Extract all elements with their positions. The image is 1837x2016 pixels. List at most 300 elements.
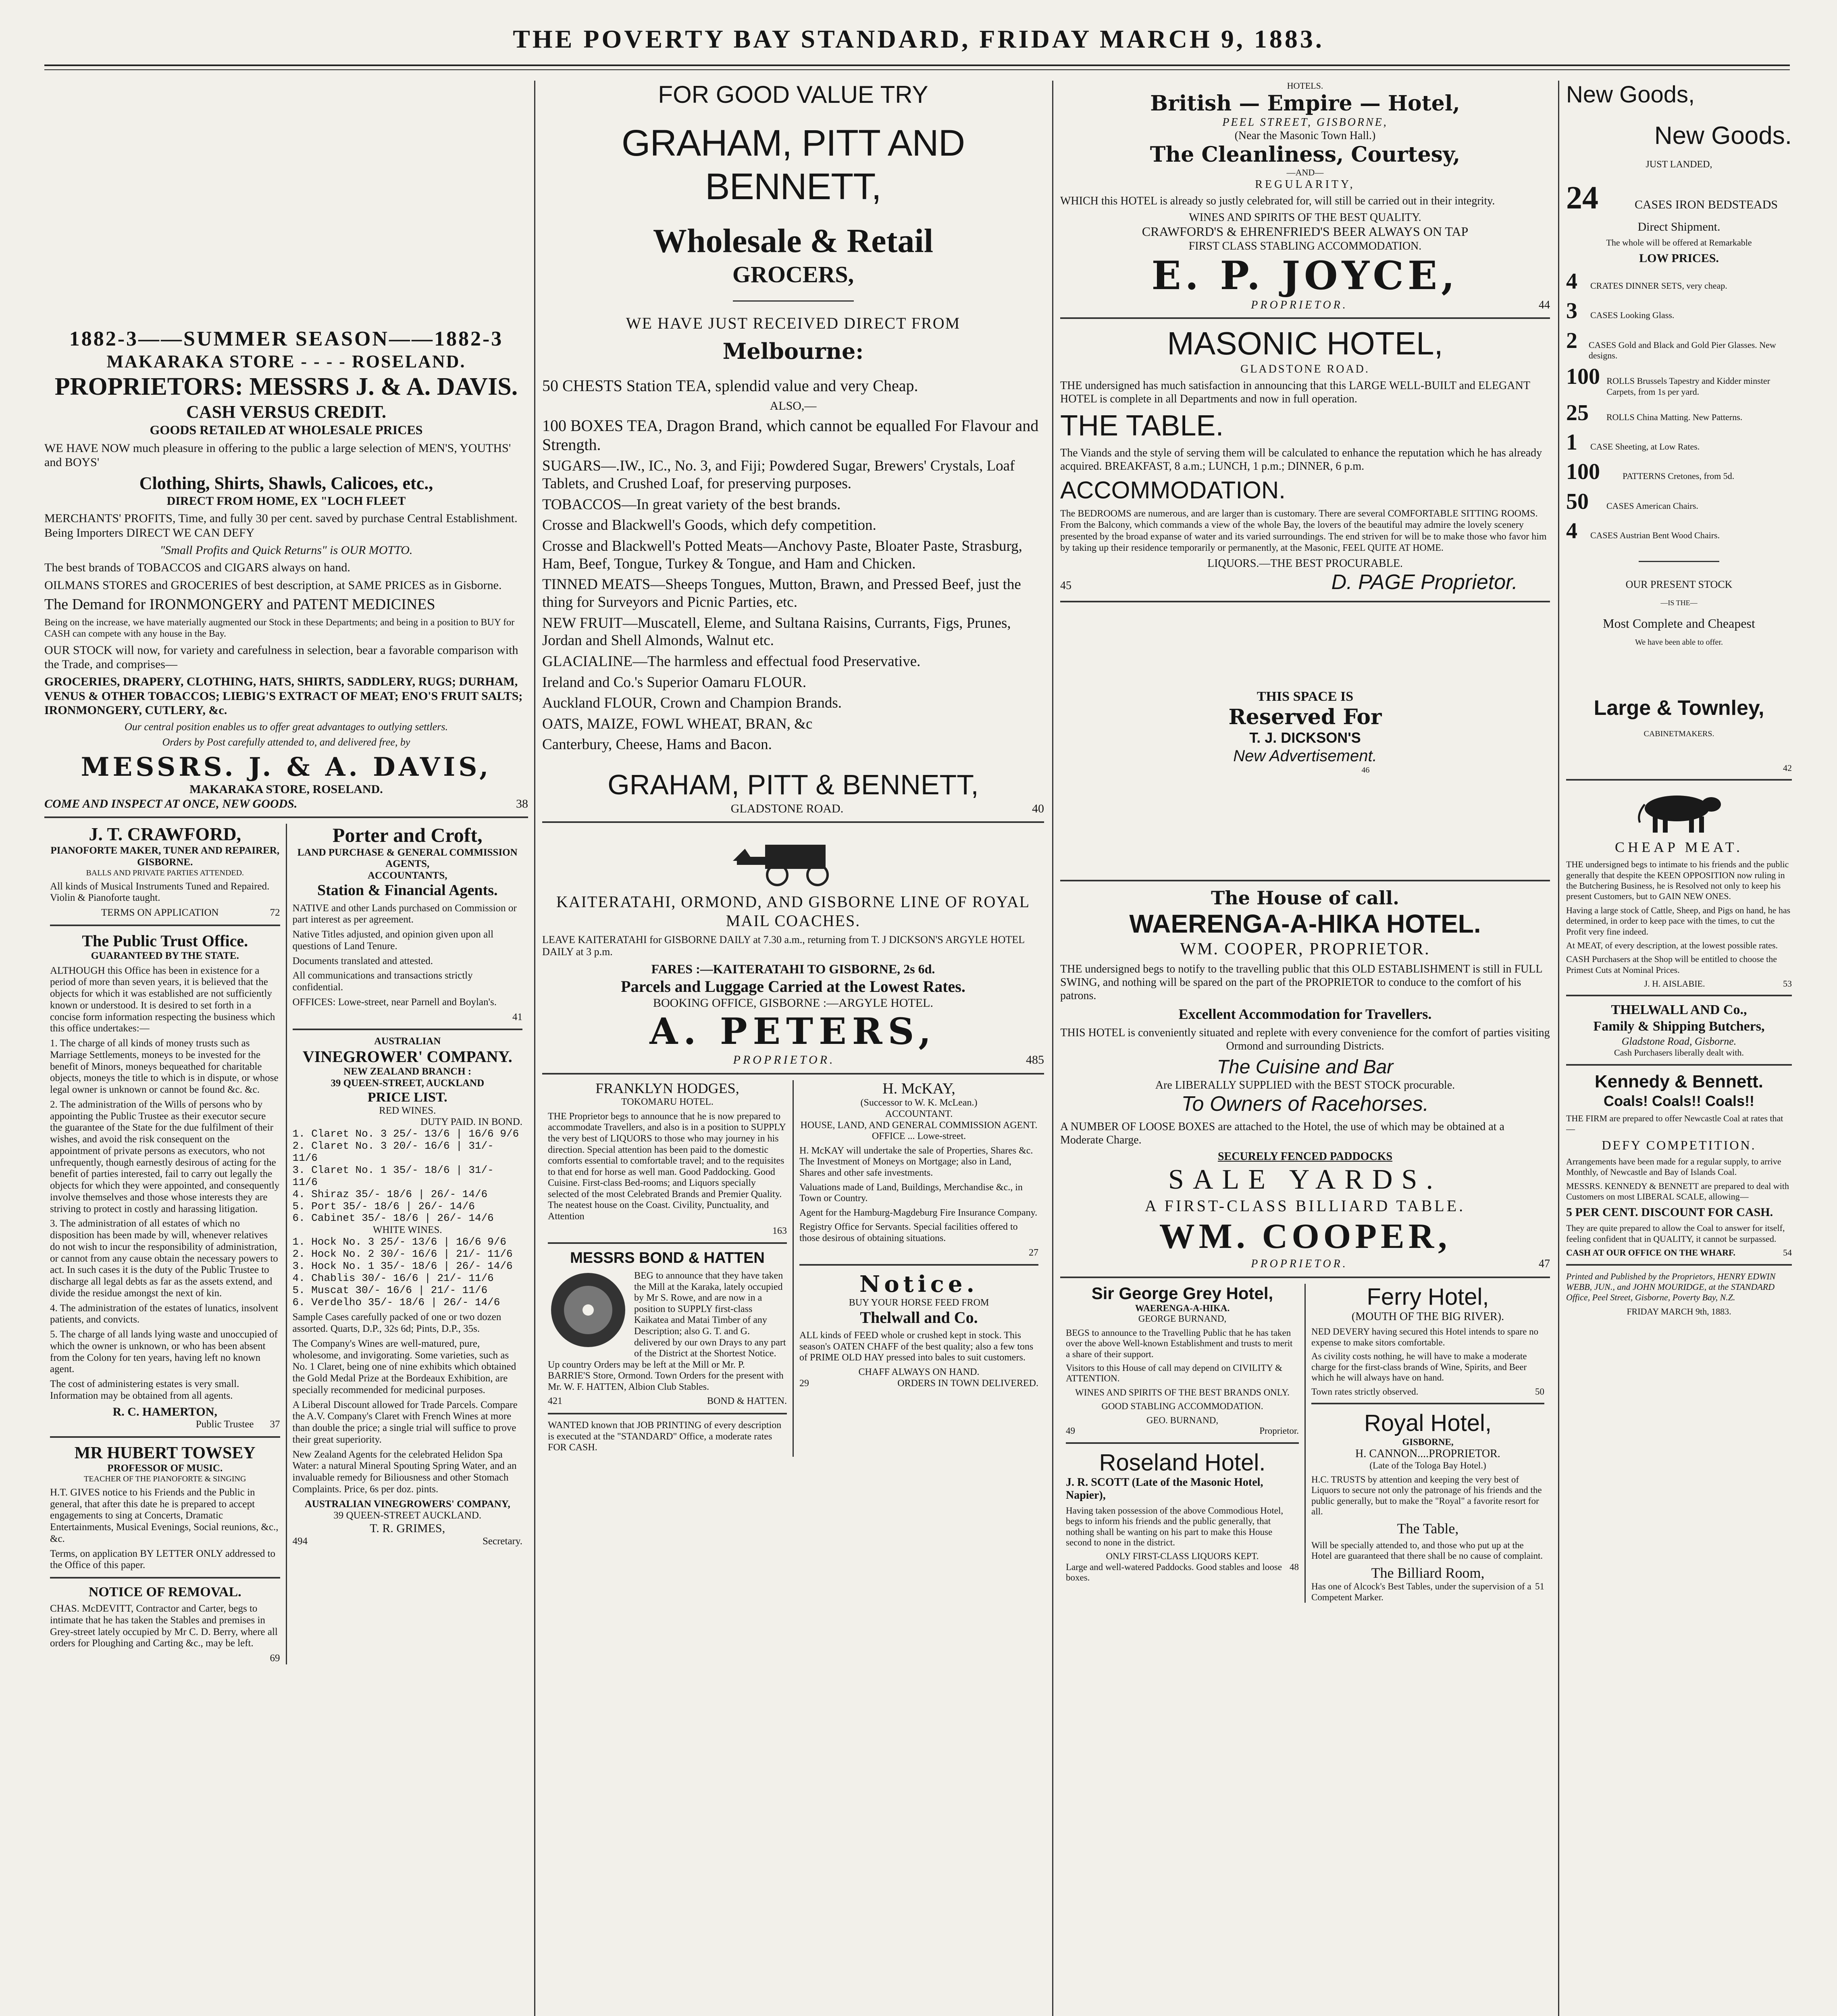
new-goods-line: —IS THE— xyxy=(1660,599,1698,607)
graham-melbourne: Melbourne: xyxy=(722,338,864,364)
porter-text: Native Titles adjusted, and opinion given upon all questions of Land Tenure. xyxy=(292,929,494,952)
goods-quantity: 4 xyxy=(1566,518,1577,544)
divider xyxy=(1060,317,1550,319)
royal-text: Has one of Alcock's Best Tables, under the supervision of a Competent Marker. xyxy=(1311,1581,1531,1602)
kennedy-defy: DEFY COMPETITION. xyxy=(1602,1138,1756,1153)
royal-sub: GISBORNE, xyxy=(1402,1437,1454,1447)
column-divider xyxy=(1558,81,1559,2016)
wine-row: 4. Shiraz 35/- 18/6 | 26/- 14/6 xyxy=(292,1188,488,1200)
trust-sub: GUARANTEED BY THE STATE. xyxy=(91,950,239,961)
coach-signature-sub: PROPRIETOR. xyxy=(733,1053,835,1067)
roseland-text: Large and well-watered Paddocks. Good stables and loose boxes. xyxy=(1066,1562,1282,1583)
grey-text: GOOD STABLING ACCOMMODATION. xyxy=(1101,1401,1263,1412)
mckay-text: Valuations made of Land, Buildings, Merchandise &c., in Town or Country. xyxy=(799,1182,1023,1204)
royal-text: Will be specially attended to, and those who put up at the Hotel are guaranteed that there shall be no cause of complaint. xyxy=(1311,1540,1543,1561)
davis-come: COME AND INSPECT AT ONCE, NEW GOODS. xyxy=(44,797,297,810)
davis-season: 1882-3——SUMMER SEASON——1882-3 xyxy=(69,327,503,350)
ad-number: 421 xyxy=(548,1396,562,1407)
waerenga-sub: WM. COOPER, PROPRIETOR. xyxy=(1180,939,1430,958)
ad-number: 72 xyxy=(270,907,280,918)
goods-item xyxy=(1566,268,1792,295)
wine-line: NEW ZEALAND BRANCH : xyxy=(343,1066,472,1077)
crawford-name: J. T. CRAWFORD, xyxy=(89,824,241,845)
grey-name: Sir George Grey Hotel, xyxy=(1091,1283,1273,1303)
royal-billiard: The Billiard Room, xyxy=(1371,1564,1485,1581)
hatten-text: BEG to announce that they have taken the Mill at the Karaka, lately occupied by Mr S. Rowe, and are now in a position to SUPPLY first-class Kaikatea and Matai Timber of any Description; also G. T. and G. delivered by our own Drays to any part of the District at the Shortest Notice. Up country Orders may be left at the Mill or Mr. P. BARRIE'S Store, Ormond. Town Orders for the present with Mr. W. F. HATTEN, Albion Club Stables. xyxy=(548,1270,786,1392)
goods-quantity: 100 xyxy=(1566,459,1600,485)
goods-item xyxy=(1566,488,1792,515)
goods-quantity: 24 xyxy=(1566,180,1598,216)
empire-signature: E. P. JOYCE, xyxy=(1151,252,1459,298)
grey-text: BEGS to announce to the Travelling Public that he has taken over the above Well-known Establishment and trusts to merit a share of their support. xyxy=(1066,1327,1293,1359)
subcolumn-c xyxy=(542,1080,793,1457)
wine-signature: Secretary. xyxy=(482,1535,522,1547)
davis-text: Our central position enables us to offer great advantages to outlying settlers. xyxy=(124,721,448,733)
meat-text: At MEAT, of every description, at the lowest possible rates. xyxy=(1566,940,1778,950)
ferry-name: Ferry Hotel, xyxy=(1367,1283,1489,1310)
dickson-line: THIS SPACE IS xyxy=(1257,689,1354,704)
wine-row: 1. Claret No. 3 25/- 13/6 | 16/6 9/6 xyxy=(292,1128,519,1140)
graham-item: Crosse and Blackwell's Goods, which defy competition. xyxy=(542,517,876,534)
coach-signature: A. PETERS, xyxy=(649,1010,937,1053)
grey-text: WINES AND SPIRITS OF THE BEST BRANDS ONLY. xyxy=(1075,1387,1290,1397)
ad-number: 47 xyxy=(1539,1258,1550,1270)
ad-number: 51 xyxy=(1535,1581,1544,1592)
column-hotels xyxy=(1060,81,1550,2016)
ad-number: 29 xyxy=(799,1378,809,1389)
davis-text: OUR STOCK will now, for variety and carefulness in selection, bear a favorable comparison with the Trade, and comprises— xyxy=(44,643,518,671)
wine-signature: AUSTRALIAN VINEGROWERS' COMPANY, xyxy=(304,1498,510,1510)
waerenga-text: Excellent Accommodation for Travellers. xyxy=(1178,1006,1432,1023)
trust-text: 1. The charge of all kinds of money trusts such as Marriage Settlements, moneys to be invested for the benefit of Minors, moneys bequeathed for charitable objects, moneys the title to which is in dispute, or whose legal owner is unknown or cannot be found &c. &c. xyxy=(50,1038,279,1095)
graham-item: TINNED MEATS—Sheeps Tongues, Mutton, Brawn, and Pressed Beef, just the thing for Surveyors and Picnic Parties, etc. xyxy=(542,576,1021,610)
meat-text: THE undersigned begs to intimate to his friends and the public generally that despite the KEEN OPPOSITION now ruling in the Butchering Business, he is Resolved not only to keep his present Customers, but to GAIN NEW ONES. xyxy=(1566,859,1789,902)
notice-line: BUY YOUR HORSE FEED FROM xyxy=(849,1297,989,1308)
thelwall-line: Cash Purchasers liberally dealt with. xyxy=(1614,1048,1744,1058)
removal-text: CHAS. McDEVITT, Contractor and Carter, begs to intimate that he has taken the Stables and premises in Grey-street lately occupied by Mr C. D. Berry, where all orders for Ploughing and Carting &c., may be left. xyxy=(50,1603,278,1649)
masonic-name: MASONIC HOTEL, xyxy=(1167,325,1443,361)
divider xyxy=(548,1413,787,1414)
hatten-name: MESSRS BOND & HATTEN xyxy=(570,1250,765,1267)
grey-text: Visitors to this House of call may depend on CIVILITY & ATTENTION. xyxy=(1066,1362,1282,1384)
graham-advert xyxy=(542,81,1044,816)
new-goods-line: We have been able to offer. xyxy=(1635,638,1723,647)
goods-quantity: 1 xyxy=(1566,430,1577,455)
kennedy-text: Arrangements have been made for a regular supply, to arrive Monthly, of Newcastle and Bay of Islands Coal. xyxy=(1566,1156,1781,1177)
goods-desc: CRATES DINNER SETS, very cheap. xyxy=(1590,281,1727,291)
crawford-line: All kinds of Musical Instruments Tuned and Repaired. Violin & Pianoforte taught. xyxy=(50,881,270,904)
waerenga-racehorses: To Owners of Racehorses. xyxy=(1181,1092,1429,1116)
trust-text: 2. The administration of the Wills of persons who by appointing the Public Trustee as their executor secure the guarantee of the State for the due fulfilment of their wishes, and avoid the risk consequent on the appointment of private persons as executors, who not unfrequently, though earnestly desirous of acting for the benefit of parties interested, fail to carry out legally the objects for which they were appointed, and consequently involve themselves and those whose interests they are striving to protect in costly and harassing litigation. xyxy=(50,1099,280,1214)
goods-desc: CASES Gold and Black and Gold Pier Glasses. New designs. xyxy=(1588,339,1776,360)
hotels-heading: HOTELS. xyxy=(1287,81,1323,91)
empire-name: British — Empire — Hotel, xyxy=(1150,91,1460,116)
imprint-text: Printed and Published by the Proprietors, HENRY EDWIN WEBB, JUN., and JOHN MOURIDGE, at the STANDARD Office, Peel Street, Gisborne, Poverty Bay, N.Z. xyxy=(1566,1271,1776,1303)
masthead-rule xyxy=(44,65,1790,66)
davis-signature-sub: MAKARAKA STORE, ROSELAND. xyxy=(189,783,383,796)
graham-item: 50 CHESTS Station TEA, splendid value and very Cheap. xyxy=(542,377,918,395)
masonic-text: LIQUORS.—THE BEST PROCURABLE. xyxy=(1207,557,1403,570)
printing-text: WANTED known that JOB PRINTING of every description is executed at the "STANDARD" Office, a moderate rates FOR CASH. xyxy=(548,1420,782,1453)
wine-row: 3. Hock No. 1 35/- 18/6 | 26/- 14/6 xyxy=(292,1260,513,1272)
notice-text: CHAFF ALWAYS ON HAND. xyxy=(858,1366,980,1377)
waerenga-text: Are LIBERALLY SUPPLIED with the BEST STOCK procurable. xyxy=(1155,1079,1455,1092)
empire-text: WHICH this HOTEL is already so justly celebrated for, will still be carried out in their integrity. xyxy=(1060,194,1495,207)
meat-title: CHEAP MEAT. xyxy=(1614,839,1743,855)
waerenga-text: THIS HOTEL is conveniently situated and replete with every convenience for the comfort of parties visiting Ormond and surrounding Districts. xyxy=(1060,1026,1550,1052)
porter-text: All communications and transactions strictly confidential. xyxy=(292,970,473,993)
davis-signature: MESSRS. J. & A. DAVIS, xyxy=(81,752,492,782)
ad-number: 38 xyxy=(516,797,528,810)
graham-signature: GRAHAM, PITT & BENNETT, xyxy=(607,769,979,801)
notice-title: Notice. xyxy=(859,1271,978,1298)
coach-fares: FARES :—KAITERATAHI TO GISBORNE, 2s 6d. xyxy=(651,961,935,976)
royal-sub: H. CANNON....PROPRIETOR. xyxy=(1355,1447,1500,1460)
divider xyxy=(799,1264,1038,1266)
divider xyxy=(1566,779,1792,781)
towsey-text: H.T. GIVES notice to his Friends and the Public in general, that after this date he is prepared to accept engagements to sing at Concerts, Dramatic Entertainments, Musical Evenings, Social reunions, &c., &c. xyxy=(50,1487,279,1544)
wine-row: 6. Verdelho 35/- 18/6 | 26/- 14/6 xyxy=(292,1296,500,1308)
new-goods-line: Most Complete and Cheapest xyxy=(1603,616,1755,631)
waerenga-cuisine: The Cuisine and Bar xyxy=(1217,1056,1394,1078)
trust-text: The cost of administering estates is very small. Information may be obtained from all agents. xyxy=(50,1379,239,1401)
imprint-date: FRIDAY MARCH 9th, 1883. xyxy=(1627,1306,1731,1316)
grey-signature-sub: Proprietor. xyxy=(1259,1426,1299,1436)
wine-row: 3. Claret No. 1 35/- 18/6 | 31/- 11/6 xyxy=(292,1164,494,1188)
wine-row: 1. Hock No. 3 25/- 13/6 | 16/6 9/6 xyxy=(292,1236,506,1248)
wine-row: 5. Muscat 30/- 16/6 | 21/- 11/6 xyxy=(292,1284,488,1296)
centre-subcolumns xyxy=(542,1080,1044,1457)
davis-goods: GOODS RETAILED AT WHOLESALE PRICES xyxy=(150,423,423,437)
ad-number: 45 xyxy=(1060,579,1071,592)
empire-line: REGULARITY, xyxy=(1255,178,1355,191)
wine-pricelist: PRICE LIST. xyxy=(367,1089,447,1105)
divider xyxy=(44,816,528,818)
grey-sub: GEORGE BURNAND, xyxy=(1138,1314,1227,1324)
masthead: THE POVERTY BAY STANDARD, FRIDAY MARCH 9, 1883. xyxy=(513,25,1324,53)
davis-motto: "Small Profits and Quick Returns" is OUR MOTTO. xyxy=(160,543,413,557)
davis-text: WE HAVE NOW much pleasure in offering to the public a large selection of MEN'S, YOUTHS' and BOYS' xyxy=(44,442,511,469)
empire-signature-sub: PROPRIETOR. xyxy=(1251,298,1348,311)
waerenga-saleyards: SALE YARDS. xyxy=(1168,1164,1442,1195)
divider xyxy=(293,1029,523,1030)
goods-item xyxy=(1566,518,1792,545)
dickson-line: Reserved For xyxy=(1228,704,1382,729)
crawford-line: PIANOFORTE MAKER, TUNER AND REPAIRER, GISBORNE. xyxy=(50,845,280,868)
goods-item xyxy=(1566,179,1792,217)
ad-number: 27 xyxy=(1029,1247,1038,1258)
goods-desc: ROLLS China Matting. New Patterns. xyxy=(1606,412,1743,423)
goods-quantity: 3 xyxy=(1566,298,1577,324)
subcolumn-e xyxy=(1060,1284,1304,1603)
mckay-sub: (Successor to W. K. McLean.) xyxy=(860,1098,978,1108)
subcolumn-a xyxy=(44,824,286,1664)
dickson-reserved xyxy=(1060,608,1550,874)
porter-name: Porter and Croft, xyxy=(332,824,483,847)
ad-number: 44 xyxy=(1539,298,1550,311)
towsey-text: Terms, on application BY LETTER ONLY addressed to the Office of this paper. xyxy=(50,1548,276,1571)
meat-text: Having a large stock of Cattle, Sheep, and Pigs on hand, he has determined, in order to keep pace with the times, to cut the Profit very fine indeed. xyxy=(1566,905,1791,937)
goods-desc: CASES American Chairs. xyxy=(1606,500,1698,511)
kennedy-text: They are quite prepared to allow the Coal to answer for itself, feeling confident that in QUALITY, it cannot be surpassed. xyxy=(1566,1223,1785,1244)
trust-title: The Public Trust Office. xyxy=(82,931,248,950)
divider xyxy=(1311,1403,1544,1404)
column-right xyxy=(1566,81,1792,2016)
goods-desc: CASES IRON BEDSTEADS xyxy=(1635,198,1778,211)
goods-quantity: 2 xyxy=(1566,328,1577,353)
davis-text: GROCERIES, DRAPERY, CLOTHING, HATS, SHIRTS, SADDLERY, RUGS; DURHAM, VENUS & OTHER TOBACCOS; LIEBIG'S EXTRACT OF MEAT; ENO'S FRUIT SALTS; IRONMONGERY, CUTLERY, &c. xyxy=(44,675,523,717)
goods-item xyxy=(1566,327,1792,361)
wine-row: 2. Claret No. 3 20/- 16/6 | 31/- 11/6 xyxy=(292,1140,494,1164)
wine-row: 6. Cabinet 35/- 18/6 | 26/- 14/6 xyxy=(292,1212,494,1225)
thelwall-name: THELWALL AND Co., xyxy=(1611,1002,1747,1018)
davis-proprietors: PROPRIETORS: MESSRS J. & A. DAVIS. xyxy=(54,373,518,401)
goods-item xyxy=(1566,458,1792,485)
wine-row: 4. Chablis 30/- 16/6 | 21/- 11/6 xyxy=(292,1272,494,1284)
kennedy-coals: Coals! Coals!! Coals!! xyxy=(1603,1093,1755,1110)
empire-text: CRAWFORD'S & EHRENFRIED'S BEER ALWAYS ON TAP xyxy=(1142,224,1469,239)
davis-store: MAKARAKA STORE - - - - ROSELAND. xyxy=(106,352,466,372)
towsey-sub: TEACHER OF THE PIANOFORTE & SINGING xyxy=(84,1474,246,1483)
masonic-text: The Viands and the style of serving them will be calculated to enhance the reputation which he has already acquired. BREAKFAST, 8 a.m.; LUNCH, 1 p.m.; DINNER, 6 p.m. xyxy=(1060,447,1542,473)
graham-item: 100 BOXES TEA, Dragon Brand, which cannot be equalled For Flavour and Strength. xyxy=(542,416,1039,454)
porter-line: ACCOUNTANTS, xyxy=(368,870,447,881)
masonic-table: THE TABLE. xyxy=(1060,410,1224,442)
graham-also: ALSO,— xyxy=(770,399,817,412)
ferry-sub: (MOUTH OF THE BIG RIVER). xyxy=(1351,1310,1504,1323)
divider xyxy=(1566,1064,1792,1066)
goods-desc: ROLLS Brussels Tapestry and Kidder minster Carpets, from 1s per yard. xyxy=(1606,376,1770,397)
royal-table: The Table, xyxy=(1397,1520,1459,1537)
hodges-text: THE Proprietor begs to announce that he is now prepared to accommodate Travellers, and also is in a position to SUPPLY the very best of LIQUORS to those who may journey in his direction. Special attention has been paid to the domestic comforts essential to comfortable travel; and to the requisites to that end for horse as well man. Good Paddocking. Good Cuisine. First-class Bed-rooms; and Liquors specially selected of the most Celebrated Brands and Premier Quality. The neatest house on the Coast. Civility, Punctuality, and Attention xyxy=(548,1111,786,1222)
thelwall-line: Gladstone Road, Gisborne. xyxy=(1621,1035,1737,1048)
new-goods-title: New Goods. xyxy=(1654,121,1792,150)
goods-item xyxy=(1566,429,1792,456)
graham-name: GRAHAM, PITT AND BENNETT, xyxy=(621,122,965,208)
column-divider xyxy=(1052,81,1053,2016)
empire-line: (Near the Masonic Town Hall.) xyxy=(1234,129,1376,142)
notice-text: ORDERS IN TOWN DELIVERED. xyxy=(897,1378,1038,1389)
goods-item xyxy=(1566,363,1792,397)
coach-booking: BOOKING OFFICE, GISBORNE :—ARGYLE HOTEL. xyxy=(653,996,933,1010)
ad-number: 46 xyxy=(1361,765,1370,775)
subcolumn-d xyxy=(793,1080,1044,1457)
notice-text: ALL kinds of FEED whole or crushed kept in stock. This season's OATEN CHAFF of the best quality; also a few tons of PRIME OLD HAY pressed into bales to suit customers. xyxy=(799,1330,1034,1363)
kennedy-text: THE FIRM are prepared to offer Newcastle Coal at rates that— xyxy=(1566,1113,1783,1134)
goods-desc: Direct Shipment. xyxy=(1637,220,1720,233)
davis-text: OILMANS STORES and GROCERIES of best description, at SAME PRICES as in Gisborne. xyxy=(44,578,502,592)
graham-signature-sub: GLADSTONE ROAD. xyxy=(730,802,844,815)
new-goods-line: The whole will be offered at Remarkable xyxy=(1606,237,1752,248)
royal-sub: (Late of the Tologa Bay Hotel.) xyxy=(1369,1460,1486,1471)
ad-number: 485 xyxy=(1026,1053,1044,1067)
porter-line: LAND PURCHASE & GENERAL COMMISSION AGENTS, xyxy=(297,847,518,870)
goods-desc: CASES Looking Glass. xyxy=(1590,310,1675,321)
subcolumn-f xyxy=(1304,1284,1550,1603)
grey-signature: GEO. BURNAND, xyxy=(1146,1415,1219,1425)
thelwall-line: Family & Shipping Butchers, xyxy=(1593,1019,1765,1034)
wine-text: Sample Cases carefully packed of one or two dozen assorted. Quarts, D.P., 32s 6d; Pints, D.P., 35s. xyxy=(292,1312,501,1335)
left-subcolumns xyxy=(44,824,528,1664)
towsey-sub: PROFESSOR OF MUSIC. xyxy=(107,1463,223,1474)
waerenga-text: THE undersigned begs to notify to the travelling public that this OLD ESTABLISHMENT is still in FULL SWING, and nothing will be spared on the part of the PROPRIETOR to conduce to the comfort of his patrons. xyxy=(1060,963,1542,1002)
crawford-line: BALLS AND PRIVATE PARTIES ATTENDED. xyxy=(86,868,244,877)
empire-line: —AND— xyxy=(1286,167,1324,177)
ad-number: 53 xyxy=(1783,979,1792,989)
goods-quantity: 4 xyxy=(1566,269,1577,294)
goods-desc: CASE Sheeting, at Low Rates. xyxy=(1590,442,1700,452)
ad-number: 48 xyxy=(1290,1562,1299,1572)
divider xyxy=(542,821,1044,823)
davis-demand: The Demand for IRONMONGERY and PATENT MEDICINES xyxy=(44,596,435,613)
graham-item: SUGARS—.IW., IC., No. 3, and Fiji; Powdered Sugar, Brewers' Crystals, Loaf Tablets, and Crushed Loaf, for preserving purposes. xyxy=(542,458,1015,492)
ad-number: 494 xyxy=(292,1535,308,1547)
empire-line: PEEL STREET, GISBORNE, xyxy=(1222,116,1388,129)
masonic-signature: D. PAGE Proprietor. xyxy=(1331,571,1518,594)
davis-text: Being on the increase, we have materially augmented our Stock in these Departments; and being in a position to BUY for CASH can compete with any house in the Bay. xyxy=(44,617,515,639)
empire-cleanliness: The Cleanliness, Courtesy, xyxy=(1150,142,1460,167)
mckay-line: OFFICE ... Lowe-street. xyxy=(872,1131,966,1142)
trust-text: 3. The administration of all estates of which no disposition has been made by will, whenever relatives do not wish to incur the responsibility of administration, or cannot from any cause obtain the necessary powers to act. In such cases it is the duty of the Public Trustee to discharge all legal debts as far as the assets extend, and divide the residue amongst the next of kin. xyxy=(50,1218,278,1299)
new-goods-title: New Goods, xyxy=(1566,81,1695,108)
mckay-text: Registry Office for Servants. Special facilities offered to those desirous of obtaining situations. xyxy=(799,1222,1018,1243)
graham-line: FOR GOOD VALUE TRY xyxy=(658,81,928,108)
wine-row: 2. Hock No. 2 30/- 16/6 | 21/- 11/6 xyxy=(292,1248,513,1260)
kennedy-name: Kennedy & Bennett. xyxy=(1594,1071,1764,1091)
trust-text: ALTHOUGH this Office has been in existence for a period of more than seven years, it is believed that the objects for which it was established are not sufficiently known or understood. It is desired to set forth in a concise form information respecting the business which this office undertakes:— xyxy=(50,965,275,1034)
mckay-name: H. McKAY, xyxy=(882,1080,955,1097)
new-goods-line: JUST LANDED, xyxy=(1646,159,1712,170)
ferry-text: As civility costs nothing, he will have to make a moderate charge for the first-class brands of Wine, Spirits, and Beer which he will always have on hand. xyxy=(1311,1351,1527,1383)
davis-text: Orders by Post carefully attended to, and delivered free, by xyxy=(162,736,410,748)
wine-white-heading: WHITE WINES. xyxy=(372,1225,442,1236)
ad-number: 40 xyxy=(1032,802,1044,815)
divider xyxy=(1060,601,1550,602)
masonic-accommodation: ACCOMMODATION. xyxy=(1060,477,1286,504)
divider xyxy=(1060,880,1550,881)
porter-text: NATIVE and other Lands purchased on Commission or part interest as per agreement. xyxy=(292,902,517,925)
graham-item: Auckland FLOUR, Crown and Champion Brands. xyxy=(542,695,842,712)
hotel-subcolumns xyxy=(1060,1284,1550,1603)
goods-item xyxy=(1566,400,1792,427)
divider xyxy=(1566,995,1792,996)
ferry-text: Town rates strictly observed. xyxy=(1311,1386,1419,1397)
graham-item: Canterbury, Cheese, Hams and Bacon. xyxy=(542,736,772,753)
ferry-text: NED DEVERY having secured this Hotel intends to spare no expense to make sitors comfortable. xyxy=(1311,1327,1539,1347)
mckay-text: Agent for the Hamburg-Magdeburg Fire Insurance Company. xyxy=(799,1207,1038,1218)
subcolumn-b xyxy=(286,824,528,1664)
mckay-line: HOUSE, LAND, AND GENERAL COMMISSION AGENT. xyxy=(800,1120,1038,1131)
grey-sub: WAERENGA-A-HIKA. xyxy=(1135,1303,1230,1313)
ad-number: 69 xyxy=(270,1653,280,1664)
graham-wholesale: Wholesale & Retail xyxy=(653,222,934,260)
graham-item: OATS, MAIZE, FOWL WHEAT, BRAN, &c xyxy=(542,715,813,732)
empire-text: FIRST CLASS STABLING ACCOMMODATION. xyxy=(1188,240,1422,252)
graham-item: GLACIALINE—The harmless and effectual food Preservative. xyxy=(542,653,921,670)
divider xyxy=(50,1436,280,1438)
removal-title: NOTICE OF REMOVAL. xyxy=(88,1585,241,1600)
wine-signature: 39 QUEEN-STREET AUCKLAND. xyxy=(333,1510,482,1521)
porter-text: OFFICES: Lowe-street, near Parnell and Boylan's. xyxy=(292,996,497,1008)
goods-quantity: 25 xyxy=(1566,400,1589,426)
waerenga-top: The House of call. xyxy=(1211,887,1399,909)
trust-text: 4. The administration of the estates of lunatics, insolvent patients, and convicts. xyxy=(50,1302,279,1325)
coach-advert xyxy=(542,829,1044,1067)
royal-name: Royal Hotel, xyxy=(1364,1410,1492,1436)
saw-blade-icon xyxy=(548,1270,628,1350)
notice-thelwall: Thelwall and Co. xyxy=(860,1308,978,1327)
divider xyxy=(1566,1264,1792,1266)
empire-text: WINES AND SPIRITS OF THE BEST QUALITY. xyxy=(1189,211,1421,224)
coach-parcels: Parcels and Luggage Carried at the Lowest Rates. xyxy=(621,977,965,996)
column-centre xyxy=(542,81,1044,2016)
trust-text: 5. The charge of all lands lying waste and unoccupied of which the owner is unknown, or who has been absent from the Colony for ten years, having left no known agent. xyxy=(50,1329,278,1375)
wine-columns: DUTY PAID. IN BOND. xyxy=(420,1116,522,1128)
meat-text: CASH Purchasers at the Shop will be entitled to choose the Primest Cuts at Nominal Prices. xyxy=(1566,954,1777,975)
wine-row: 5. Port 35/- 18/6 | 26/- 14/6 xyxy=(292,1200,475,1212)
mckay-text: H. McKAY will undertake the sale of Properties, Shares &c. The Investment of Moneys on Mortgage; also in Land, Shares and other safe investments. xyxy=(799,1145,1033,1178)
davis-cash: CASH VERSUS CREDIT. xyxy=(186,402,386,422)
goods-desc: PATTERNS Cretones, from 5d. xyxy=(1623,471,1735,481)
large-townley-sub: CABINETMAKERS. xyxy=(1644,729,1714,738)
coach-text: LEAVE KAITERATAHI for GISBORNE DAILY at 7.30 a.m., returning from T. J DICKSON'S ARGYLE HOTEL DAILY at 3 p.m. xyxy=(542,933,1025,958)
goods-quantity: 100 xyxy=(1566,364,1600,389)
wine-text: The Company's Wines are well-matured, pure, wholesome, and invigorating. Some varieties, such as No. 1 Claret, being one of nine exhibits which obtained the Gold Medal Prize at the Bordeaux Exhibition, are specially recommended for medicinal purposes. xyxy=(292,1338,516,1395)
roseland-text: Having taken possession of the above Commodious Hotel, begs to inform his friends and the public generally, that nothing shall be wanting on his part to make this House second to none in the district. xyxy=(1066,1505,1284,1547)
wine-text: A Liberal Discount allowed for Trade Parcels. Compare the A.V. Company's Claret with French Wines at more than double the price; a single trial will suffice to prove their great superiority. xyxy=(292,1399,518,1445)
kennedy-discount: 5 PER CENT. DISCOUNT FOR CASH. xyxy=(1566,1206,1773,1219)
dickson-line: T. J. DICKSON'S xyxy=(1249,729,1361,746)
waerenga-signature: WM. COOPER, xyxy=(1159,1216,1451,1256)
divider xyxy=(542,1073,1044,1075)
graham-item: Ireland and Co.'s Superior Oamaru FLOUR. xyxy=(542,674,807,691)
roseland-text: ONLY FIRST-CLASS LIQUORS KEPT. xyxy=(1106,1551,1259,1562)
hatten-signature: BOND & HATTEN. xyxy=(707,1396,787,1407)
graham-item: Crosse and Blackwell's Potted Meats—Anchovy Paste, Bloater Paste, Strasburg, Ham, Beef, Tongue, Turkey & Tongue, and Ham and Chicken. xyxy=(542,537,1022,572)
davis-direct: DIRECT FROM HOME, EX "LOCH FLEET xyxy=(166,494,406,508)
kennedy-text: CASH AT OUR OFFICE ON THE WHARF. xyxy=(1566,1248,1735,1258)
masthead-rule-thin xyxy=(44,69,1790,70)
goods-desc: CASES Austrian Bent Wood Chairs. xyxy=(1590,530,1720,540)
crawford-terms: TERMS ON APPLICATION xyxy=(101,907,219,918)
divider xyxy=(1060,1277,1550,1278)
roseland-sub: J. R. SCOTT (Late of the Masonic Hotel, Napier), xyxy=(1066,1476,1263,1502)
waerenga-billiard: A FIRST-CLASS BILLIARD TABLE. xyxy=(1144,1197,1466,1215)
waerenga-text: SECURELY FENCED PADDOCKS xyxy=(1217,1150,1393,1163)
towsey-name: MR HUBERT TOWSEY xyxy=(74,1443,256,1462)
new-goods-line: OUR PRESENT STOCK xyxy=(1625,579,1733,591)
ad-number: 42 xyxy=(1783,762,1792,773)
masonic-text: THE undersigned has much satisfaction in announcing that this LARGE WELL-BUILT and ELEGANT HOTEL is complete in all Departments and now in full operation. xyxy=(1060,379,1530,406)
ad-number: 49 xyxy=(1066,1426,1075,1436)
divider xyxy=(548,1242,787,1244)
large-townley: Large & Townley, xyxy=(1594,696,1764,720)
davis-text: The best brands of TOBACCOS and CIGARS always on hand. xyxy=(44,561,350,575)
meat-signature: J. H. AISLABIE. xyxy=(1644,979,1705,989)
roseland-name: Roseland Hotel. xyxy=(1099,1449,1266,1476)
graham-item: NEW FRUIT—Muscatell, Eleme, and Sultana Raisins, Currants, Figs, Prunes, Jordan and Shell Almonds, Walnut etc. xyxy=(542,614,1011,649)
hodges-sub: TOKOMARU HOTEL. xyxy=(621,1097,714,1108)
wine-line: 39 QUEEN-STREET, AUCKLAND xyxy=(331,1077,485,1089)
ad-number: 54 xyxy=(1783,1248,1792,1258)
waerenga-advert xyxy=(1060,887,1550,1271)
wine-red-heading: RED WINES. xyxy=(379,1105,436,1116)
waerenga-text: A NUMBER OF LOOSE BOXES are attached to the Hotel, the use of which may be obtained at a Moderate Charge. xyxy=(1060,1120,1504,1146)
porter-text: Documents translated and attested. xyxy=(292,955,433,966)
column-divider xyxy=(534,81,535,2016)
graham-rule xyxy=(733,300,854,302)
davis-clothing: Clothing, Shirts, Shawls, Calicoes, etc., xyxy=(139,473,433,493)
